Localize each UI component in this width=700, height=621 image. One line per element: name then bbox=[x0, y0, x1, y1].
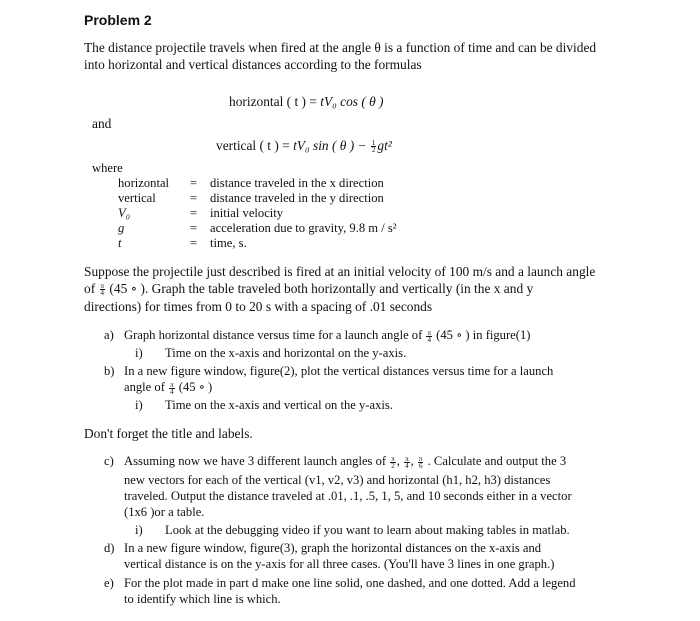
definition-equals: = bbox=[190, 221, 198, 235]
pi-over-4-fraction: $\frac{\pi}{4}$ bbox=[170, 380, 174, 396]
pi-over-4-fraction: $\frac{\pi}{4}$ bbox=[405, 454, 409, 470]
definition-equals: = bbox=[190, 176, 198, 190]
definition-term: t bbox=[118, 236, 122, 250]
part-b-sub-label: i) bbox=[135, 398, 143, 412]
intro-line-1: The distance projectile travels when fired at the angle θ is a function of time and can be divided bbox=[84, 40, 597, 55]
one-half-fraction: $\frac{1}{2}$ bbox=[371, 139, 376, 155]
definition-desc: acceleration due to gravity, 9.8 m / s² bbox=[210, 221, 397, 235]
part-d-line-1: In a new figure window, figure(3), graph the horizontal distances on the x-axis and bbox=[124, 541, 542, 555]
pi-over-2-fraction: $\frac{\pi}{2}$ bbox=[391, 454, 395, 470]
equation-vertical-rhs-b: gt² bbox=[377, 138, 392, 153]
definition-desc: time, s. bbox=[210, 236, 247, 250]
part-c-sub-text: Look at the debugging video if you want to learn about making tables in matlab. bbox=[165, 523, 570, 537]
pi-over-4-fraction: $\frac{\pi}{4}$ bbox=[100, 282, 105, 298]
equation-vertical bbox=[216, 138, 392, 154]
equation-vertical-rhs-a: tV₀ sin ( θ ) − bbox=[293, 138, 370, 153]
definition-equals: = bbox=[190, 236, 198, 250]
part-c-line-3: traveled. Output the distance traveled at .01, .1, .5, 1, 5, and 10 seconds either in a vector bbox=[124, 489, 572, 503]
definition-equals: = bbox=[190, 191, 198, 205]
definition-desc: distance traveled in the x direction bbox=[210, 176, 384, 190]
part-d-label: d) bbox=[104, 541, 115, 555]
part-a-label: a) bbox=[104, 328, 114, 342]
part-b-label: b) bbox=[104, 364, 115, 378]
suppose-line-1: Suppose the projectile just described is fired at an initial velocity of 100 m/s and a launch angle bbox=[84, 264, 596, 279]
definition-term: vertical bbox=[118, 191, 156, 205]
part-c-line-4: (1x6 )or a table. bbox=[124, 505, 205, 519]
part-c-line-2: new vectors for each of the vertical (v1, v2, v3) and horizontal (h1, h2, h3) distances bbox=[124, 473, 551, 487]
pi-over-4-fraction: $\frac{\pi}{4}$ bbox=[427, 328, 431, 344]
part-c-sub-label: i) bbox=[135, 523, 143, 537]
equation-horizontal bbox=[229, 94, 384, 110]
definition-equals: = bbox=[190, 206, 198, 220]
pi-over-6-fraction: $\frac{\pi}{6}$ bbox=[418, 454, 423, 470]
part-e-line-1: For the plot made in part d make one line solid, one dashed, and one dotted. Add a legend bbox=[124, 576, 576, 590]
equation-horizontal-lhs: horizontal ( t ) = bbox=[229, 94, 321, 109]
part-c-label: c) bbox=[104, 454, 114, 468]
definition-term: g bbox=[118, 221, 125, 235]
dont-forget-note: Don't forget the title and labels. bbox=[84, 426, 253, 441]
definition-term: V₀ bbox=[118, 206, 131, 220]
equation-vertical-lhs: vertical ( t ) = bbox=[216, 138, 294, 153]
part-e-line-2: to identify which line is which. bbox=[124, 592, 281, 606]
suppose-line-3: directions) for times from 0 to 20 s with a spacing of .01 seconds bbox=[84, 299, 433, 314]
part-a-text: Graph horizontal distance versus time for a launch angle of $\frac{\pi}{4}$ (45 ∘ ) in figure(1) bbox=[124, 328, 531, 344]
definition-term: horizontal bbox=[118, 176, 170, 190]
definition-desc: initial velocity bbox=[210, 206, 284, 220]
part-a-sub-text: Time on the x-axis and horizontal on the y-axis. bbox=[165, 346, 407, 360]
part-b-sub-text: Time on the x-axis and vertical on the y-axis. bbox=[165, 398, 393, 412]
part-d-line-2: vertical distance is on the y-axis for all three cases. (You'll have 3 lines in one graph.) bbox=[124, 557, 555, 571]
part-e-label: e) bbox=[104, 576, 114, 590]
part-c-line-1: Assuming now we have 3 different launch angles of $\frac{\pi}{2}$ , $\frac{\pi}{4}$ , $\frac{\pi}{6}$ . Calculate and output the 3 bbox=[124, 454, 567, 470]
equation-horizontal-rhs: tV₀ cos ( θ ) bbox=[320, 94, 384, 109]
part-b-line-2: angle of $\frac{\pi}{4}$ (45 ∘ ) bbox=[124, 380, 213, 396]
and-label: and bbox=[92, 116, 112, 131]
problem-title: Problem 2 bbox=[84, 12, 152, 28]
part-b-line-1: In a new figure window, figure(2), plot the vertical distances versus time for a launch bbox=[124, 364, 554, 378]
part-a-sub-label: i) bbox=[135, 346, 143, 360]
suppose-line-2: of $\frac{\pi}{4}$ (45 ∘ ). Graph the table traveled both horizontally and vertically (in the x and y bbox=[84, 281, 534, 298]
intro-line-2: into horizontal and vertical distances according to the formulas bbox=[84, 57, 422, 72]
definition-desc: distance traveled in the y direction bbox=[210, 191, 384, 205]
where-label: where bbox=[92, 161, 123, 175]
